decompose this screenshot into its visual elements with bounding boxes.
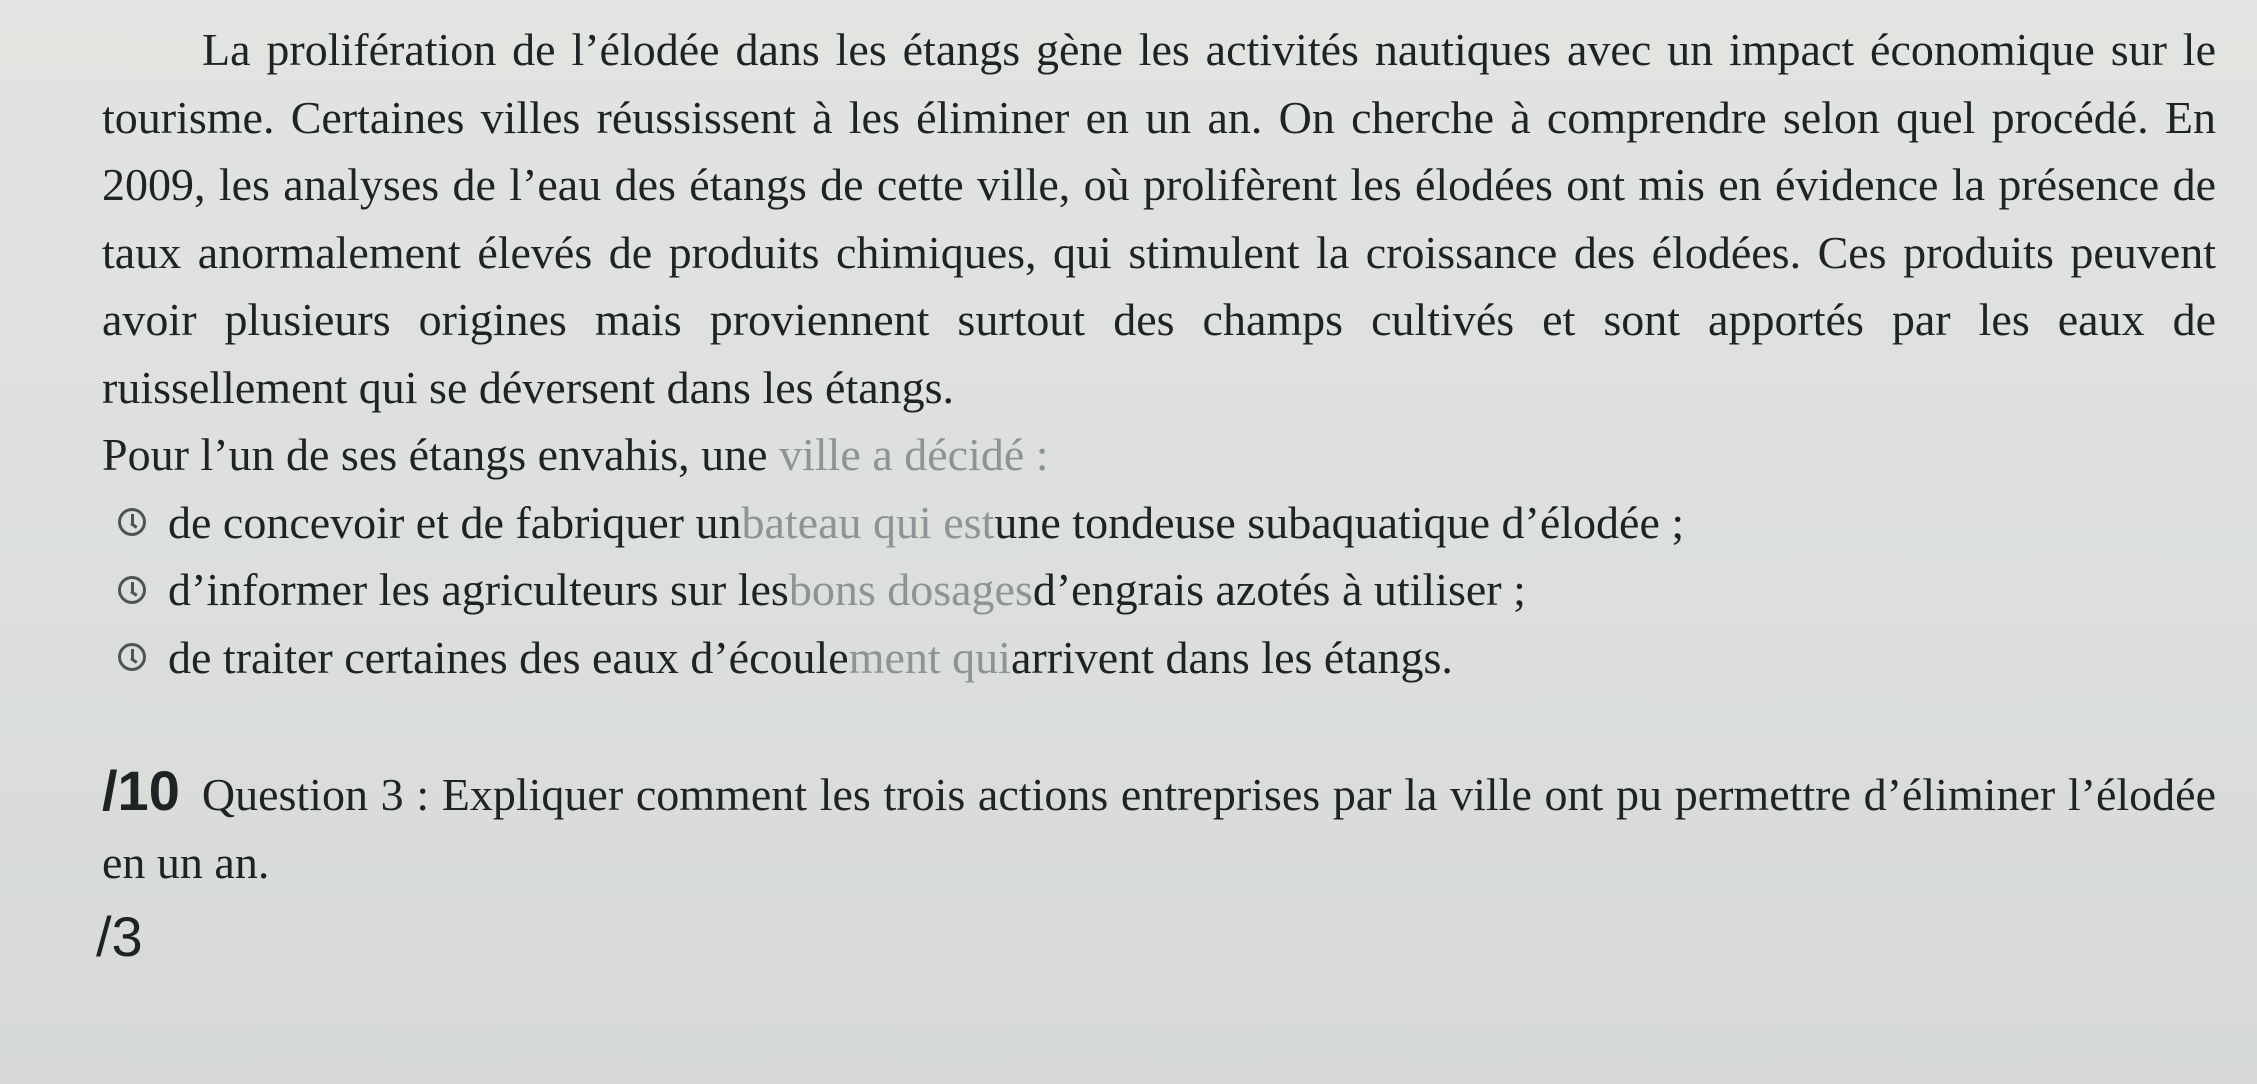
action-text-faded: bons dosages (788, 564, 1033, 615)
action-text-faded: bateau qui est (741, 496, 995, 548)
action-item (102, 489, 2217, 557)
action-text-end: une tondeuse subaquatique d’élodée ; (994, 496, 1685, 548)
question-points: /10 (102, 759, 180, 822)
action-text-faded: ment qui (848, 631, 1011, 683)
action-item (102, 556, 2217, 624)
question-text: Question 3 : Expliquer comment les trois actions entreprises par la ville ont pu permettre d’éliminer l’élodée en un an. (102, 769, 2216, 888)
action-text-end: arrivent dans les étangs. (1010, 631, 1453, 683)
clock-bullet-icon (118, 643, 146, 671)
question-3 (102, 757, 2216, 896)
actions-intro-text: Pour l’un de ses étangs envahis, une (102, 429, 780, 480)
action-text-end: d’engrais azotés à utiliser ; (1032, 564, 1526, 615)
action-text-start: de traiter certaines des eaux d’écoule (168, 631, 849, 683)
clock-bullet-icon (118, 508, 146, 536)
clock-bullet-icon (118, 576, 146, 604)
actions-list (102, 489, 2217, 692)
actions-intro-faded-text: ville a décidé : (779, 429, 1049, 480)
action-text-start: de concevoir et de fabriquer un (168, 496, 742, 548)
action-item (102, 624, 2217, 692)
score-label: /3 (96, 905, 143, 968)
actions-intro (102, 421, 2216, 489)
context-paragraph: La prolifération de l’élodée dans les étangs gène les activités nautiques avec un impact économique sur le tourisme. Certaines villes réussissent à les éliminer en un an. On cherche à comprendre selon quel procédé. En 2009, les analyses de l’eau des étangs de cette ville, où prolifèrent les élodées ont mis en évidence la présence de taux anormalement élevés de produits chimiques, qui stimulent la croissance des élodées. Ces produits peuvent avoir plusieurs origines mais proviennent surtout des champs cultivés et sont apportés par les eaux de ruissellement qui se déversent dans les étangs. (102, 24, 2216, 413)
action-text-start: d’informer les agriculteurs sur les (168, 564, 789, 615)
